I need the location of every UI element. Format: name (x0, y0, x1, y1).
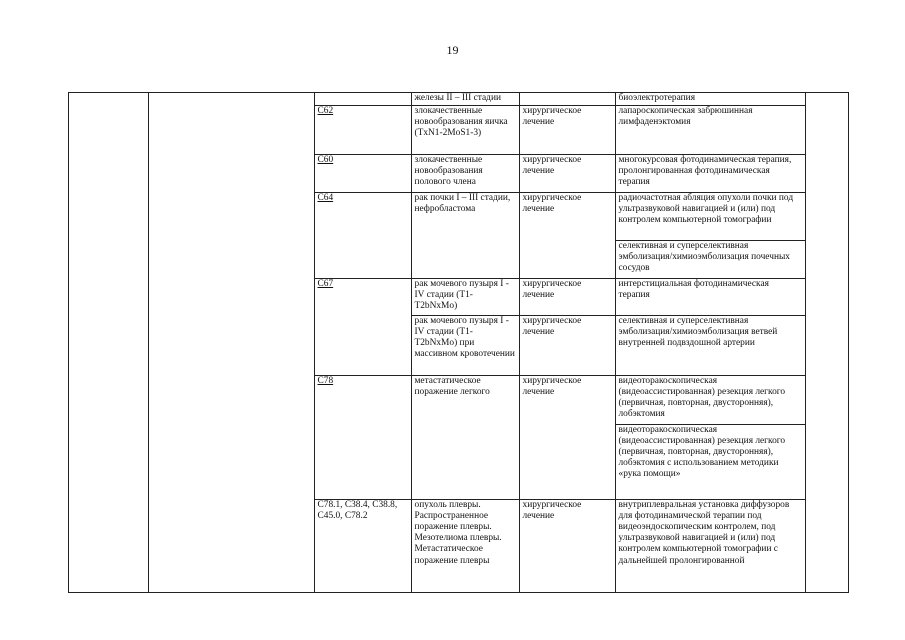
method-cell: радиочастотная абляция опухоли почки под ультразвуковой навигацией и (или) под контролем компьютерной томографии (615, 192, 805, 240)
treatment-cell: хирургическое лечение (519, 154, 615, 192)
code-cell: C60 (314, 154, 411, 192)
treatment-cell: хирургическое лечение (519, 499, 615, 593)
norm-cell (805, 93, 849, 593)
disease-cell: железы II – III стадии (411, 93, 519, 105)
code-cell: C78.1, C38.4, C38.8, C45.0, C78.2 (314, 499, 411, 593)
treatment-cell: хирургическое лечение (519, 278, 615, 315)
method-cell: внутриплевральная установка диффузоров для фотодинамической терапии под видеоэндоскопическим контролем, под ультразвуковой навигацией и (или) под контролем компьютерной томографии с дальнейшей пролонгированной (615, 499, 805, 593)
page-number: 19 (446, 43, 459, 57)
disease-cell: злокачественные новообразования яичка (TxN1-2MoS1-3) (411, 105, 519, 154)
disease-cell: рак почки I – III стадии, нефробластома (411, 192, 519, 278)
method-cell: биоэлектротерапия (615, 93, 805, 105)
treatment-cell (519, 93, 615, 105)
code-cell: C78 (314, 375, 411, 499)
profile-cell (148, 93, 314, 593)
method-cell: лапароскопическая забрюшинная лимфаденэктомия (615, 105, 805, 154)
treatment-cell: хирургическое лечение (519, 375, 615, 499)
disease-cell: опухоль плевры. Распространенное поражение плевры. Мезотелиома плевры. Метастатическое поражение плевры (411, 499, 519, 593)
method-cell: видеоторакоскопическая (видеоассистированная) резекция легкого (первичная, повторная, двусторонняя), лобэктомия (615, 375, 805, 424)
method-cell: интерстициальная фотодинамическая терапия (615, 278, 805, 315)
code-cell: C67 (314, 278, 411, 375)
method-cell: многокурсовая фотодинамическая терапия, пролонгированная фотодинамическая терапия (615, 154, 805, 192)
method-cell: селективная и суперселективная эмболизация/химиоэмболизация почечных сосудов (615, 240, 805, 278)
disease-cell: злокачественные новообразования полового члена (411, 154, 519, 192)
treatment-cell: хирургическое лечение (519, 105, 615, 154)
number-cell (69, 93, 148, 593)
code-cell (314, 93, 411, 105)
disease-cell: рак мочевого пузыря I - IV стадии (T1-T2bNxMo) при массивном кровотечении (411, 315, 519, 375)
medical-services-table (68, 92, 849, 593)
code-cell: C64 (314, 192, 411, 278)
disease-cell: метастатическое поражение легкого (411, 375, 519, 499)
method-cell: видеоторакоскопическая (видеоассистированная) резекция легкого (первичная, повторная, двусторонняя), лобэктомия с использованием методики «рука помощи» (615, 424, 805, 499)
treatment-cell: хирургическое лечение (519, 192, 615, 278)
disease-cell: рак мочевого пузыря I - IV стадии (T1-T2bNxMo) (411, 278, 519, 315)
method-cell: селективная и суперселективная эмболизация/химиоэмболизация ветвей внутренней подвздошной артерии (615, 315, 805, 375)
treatment-cell: хирургическое лечение (519, 315, 615, 375)
code-cell: C62 (314, 105, 411, 154)
table-row (69, 93, 849, 105)
